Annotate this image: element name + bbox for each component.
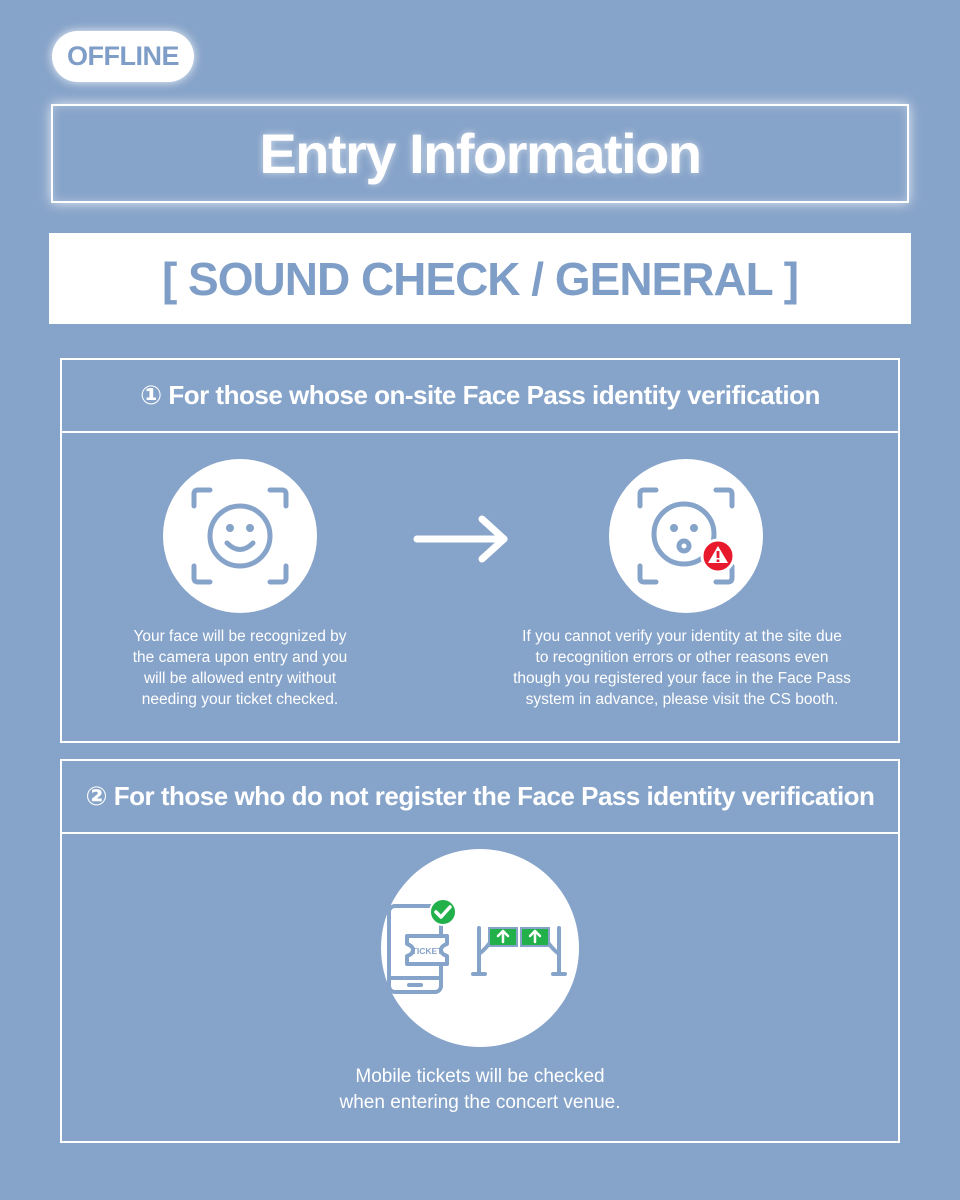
section2-description xyxy=(280,1064,680,1116)
mobile-ticket-circle xyxy=(381,849,579,1047)
face-recognition-circle xyxy=(163,459,317,613)
section2-line: when entering the concert venue. xyxy=(339,1092,621,1113)
step2-line: to recognition errors or other reasons even xyxy=(535,649,829,666)
section-face-pass-not-registered xyxy=(60,759,900,1143)
step1-description xyxy=(90,626,390,710)
face-recognition-error-circle xyxy=(609,459,763,613)
section1-heading: ① For those whose on-site Face Pass identity verification xyxy=(62,360,898,433)
ticket-label: TICKET xyxy=(411,946,443,956)
step2-line: system in advance, please visit the CS booth. xyxy=(525,691,839,708)
category-banner xyxy=(49,233,911,324)
section-face-pass-registered xyxy=(60,358,900,743)
page-title: Entry Information xyxy=(259,122,701,185)
step1-line: Your face will be recognized by xyxy=(133,628,347,645)
offline-badge-label: OFFLINE xyxy=(67,41,179,71)
check-badge-icon xyxy=(430,899,456,925)
face-recognition-icon xyxy=(190,486,290,586)
offline-badge xyxy=(52,31,194,82)
section2-line: Mobile tickets will be checked xyxy=(355,1066,605,1087)
step2-line: though you registered your face in the Face Pass xyxy=(513,670,851,687)
step1-line: needing your ticket checked. xyxy=(141,691,339,708)
step1-line: the camera upon entry and you xyxy=(132,649,348,666)
face-recognition-error-icon xyxy=(636,486,736,586)
section2-heading: ② For those who do not register the Face Pass identity verification xyxy=(62,761,898,834)
category-banner-label: [ SOUND CHECK / GENERAL ] xyxy=(161,252,799,305)
mobile-ticket-gate-icon xyxy=(385,898,575,998)
step2-description xyxy=(482,626,882,710)
step1-line: will be allowed entry without xyxy=(143,670,337,687)
step2-line: If you cannot verify your identity at the site due xyxy=(522,628,842,645)
arrow-right-icon xyxy=(412,513,512,565)
page-title-box xyxy=(51,104,909,203)
